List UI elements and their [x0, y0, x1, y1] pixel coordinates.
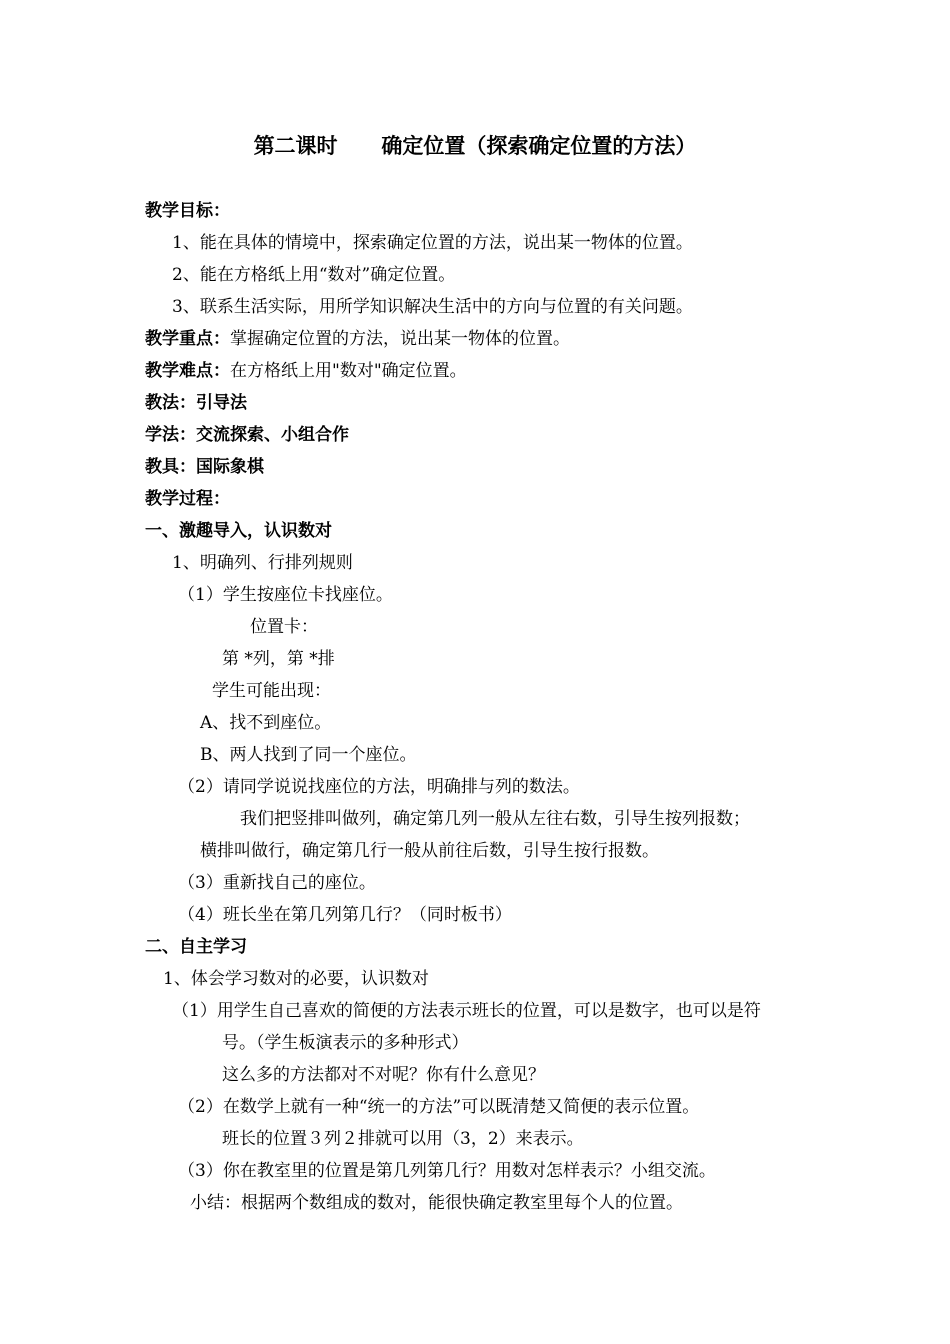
section1-line: 横排叫做行，确定第几行一般从前往后数，引导生按行报数。	[200, 841, 659, 861]
section2-line: 班长的位置３列２排就可以用（3，2）来表示。	[222, 1129, 584, 1149]
section1-line: B、两人找到了同一个座位。	[200, 745, 417, 765]
objectives-heading: 教学目标：	[145, 201, 230, 221]
objective-item: 3、联系生活实际，用所学知识解决生活中的方向与位置的有关问题。	[172, 297, 693, 317]
section2-line: 这么多的方法都对不对呢？你有什么意见？	[222, 1065, 545, 1085]
key-point	[145, 328, 570, 350]
difficulty-text: 在方格纸上用"数对"确定位置。	[230, 361, 467, 381]
difficulty-label: 教学难点：	[145, 361, 230, 381]
objective-item: 1、能在具体的情境中，探索确定位置的方法，说出某一物体的位置。	[172, 233, 693, 253]
section2-line: 1、体会学习数对的必要，认识数对	[163, 969, 429, 989]
difficulty	[145, 360, 467, 382]
teaching-method: 教法：引导法	[145, 393, 247, 413]
objective-item: 2、能在方格纸上用“数对”确定位置。	[172, 265, 456, 285]
section1-line: A、找不到座位。	[200, 713, 332, 733]
section1-line: （3）重新找自己的座位。	[178, 873, 376, 893]
process-heading: 教学过程：	[145, 489, 230, 509]
section1-line: （1）学生按座位卡找座位。	[178, 585, 393, 605]
position-card-content: 第 *列，第 *排	[222, 649, 335, 669]
summary-line: 小结：根据两个数组成的数对，能很快确定教室里每个人的位置。	[190, 1193, 683, 1213]
key-point-label: 教学重点：	[145, 329, 230, 349]
position-card-label: 位置卡：	[250, 617, 318, 637]
section2-line: （1）用学生自己喜欢的简便的方法表示班长的位置，可以是数字，也可以是符	[172, 1001, 761, 1021]
section2-heading: 二、自主学习	[145, 937, 247, 957]
section2-line: （2）在数学上就有一种“统一的方法”可以既清楚又简便的表示位置。	[178, 1097, 700, 1117]
learning-method: 学法：交流探索、小组合作	[145, 425, 349, 445]
page-title: 第二课时 确定位置（探索确定位置的方法）	[253, 134, 697, 158]
section1-line: 学生可能出现：	[212, 681, 331, 701]
section1-heading: 一、激趣导入，认识数对	[145, 521, 332, 541]
section1-line: （4）班长坐在第几列第几行？（同时板书）	[178, 905, 512, 925]
section1-line: 1、明确列、行排列规则	[172, 553, 353, 573]
section2-line: （3）你在教室里的位置是第几列第几行？用数对怎样表示？小组交流。	[178, 1161, 716, 1181]
teaching-tools: 教具：国际象棋	[145, 457, 264, 477]
section1-line: 我们把竖排叫做列，确定第几列一般从左往右数，引导生按列报数；	[240, 809, 750, 829]
key-point-text: 掌握确定位置的方法，说出某一物体的位置。	[230, 329, 570, 349]
section2-line: 号。（学生板演表示的多种形式）	[222, 1033, 469, 1053]
section1-line: （2）请同学说说找座位的方法，明确排与列的数法。	[178, 777, 580, 797]
